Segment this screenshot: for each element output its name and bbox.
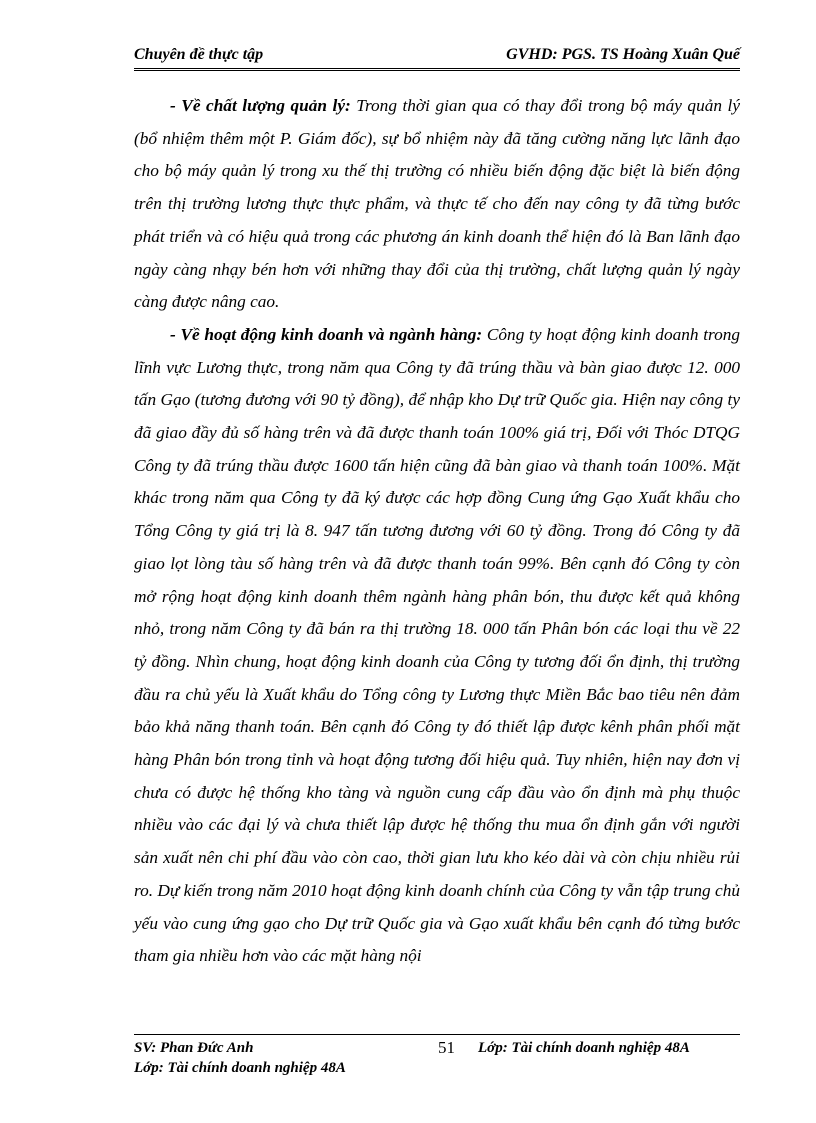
- header-title: Chuyên đề thực tập: [134, 46, 264, 63]
- page-header: [134, 44, 740, 70]
- header-rule: [134, 68, 740, 71]
- footer-class-left: Lớp: Tài chính doanh nghiệp 48A: [134, 1060, 346, 1076]
- page-footer: [134, 1038, 740, 1082]
- page-number: 51: [438, 1038, 455, 1057]
- paragraph-text: Công ty hoạt động kinh doanh trong lĩnh vực Lương thực, trong năm qua Công ty đã trúng thầu và bàn giao được 12. 000 tấn Gạo (tương đương với 90 tỷ đồng), để nhập kho Dự trữ Quốc gia. Hiện nay công ty đã giao đầy đủ số hàng trên và đã được thanh toán 100% giá trị, Đối với Thóc DTQG Công ty đã trúng thầu được 1600 tấn hiện cũng đã bàn giao và thanh toán 100%. Mặt khác trong năm qua Công ty đã ký được các hợp đồng Cung ứng Gạo Xuất khẩu cho Tổng Công ty giá trị là 8. 947 tấn tương đương với 60 tỷ đồng. Trong đó Công ty đã giao lọt lòng tàu số hàng trên và đã được thanh toán 99%. Bên cạnh đó Công ty còn mở rộng hoạt động kinh doanh thêm ngành hàng phân bón, thu được kết quả không nhỏ, trong năm Công ty đã bán ra thị trường 18. 000 tấn Phân bón các loại thu về 22 tỷ đồng. Nhìn chung, hoạt động kinh doanh của Công ty tương đối ổn định, thị trường đầu ra chủ yếu là Xuất khẩu do Tổng công ty Lương thực Miền Bắc bao tiêu nên đảm bảo khả năng thanh toán. Bên cạnh đó Công ty đó thiết lập được kênh phân phối mặt hàng Phân bón trong tỉnh và hoạt động tương đối hiệu quả. Tuy nhiên, hiện nay đơn vị chưa có được hệ thống kho tàng và nguồn cung cấp đầu vào ổn định mà phụ thuộc nhiều vào các đại lý và chưa thiết lập được hệ thống thu mua ổn định gắn với người sản xuất nên chi phí đầu vào còn cao, thời gian lưu kho kéo dài và còn chịu nhiều rủi ro. Dự kiến trong năm 2010 hoạt động kinh doanh chính của Công ty vẫn tập trung chủ yếu vào cung ứng gạo cho Dự trữ Quốc gia và Gạo xuất khẩu bên cạnh đó từng bước tham gia nhiều hơn vào các mặt hàng nội: [134, 324, 741, 966]
- header-advisor: GVHD: PGS. TS Hoàng Xuân Quế: [506, 46, 740, 63]
- paragraph-management-quality: [134, 90, 740, 319]
- paragraph-text: Trong thời gian qua có thay đổi trong bộ máy quản lý (bổ nhiệm thêm một P. Giám đốc), sự bổ nhiệm này đã tăng cường năng lực lãnh đạo cho bộ máy quản lý trong xu thế thị trường có nhiều biến động đặc biệt là biến động trên thị trường lương thực thực phẩm, và thực tế cho đến nay công ty đã từng bước phát triển và có hiệu quả trong các phương án kinh doanh thể hiện đó là Ban lãnh đạo ngày càng nhạy bén hơn với những thay đổi của thị trường, chất lượng quản lý ngày càng được nâng cao.: [134, 96, 741, 312]
- paragraph-business-activity: [134, 319, 740, 973]
- footer-student: SV: Phan Đức Anh: [134, 1040, 254, 1056]
- footer-rule: [134, 1034, 740, 1035]
- paragraph-lead: - Về chất lượng quản lý:: [170, 96, 351, 115]
- paragraph-lead: - Về hoạt động kinh doanh và ngành hàng:: [170, 324, 483, 344]
- footer-class-right: Lớp: Tài chính doanh nghiệp 48A: [478, 1040, 690, 1056]
- document-body: [134, 90, 740, 973]
